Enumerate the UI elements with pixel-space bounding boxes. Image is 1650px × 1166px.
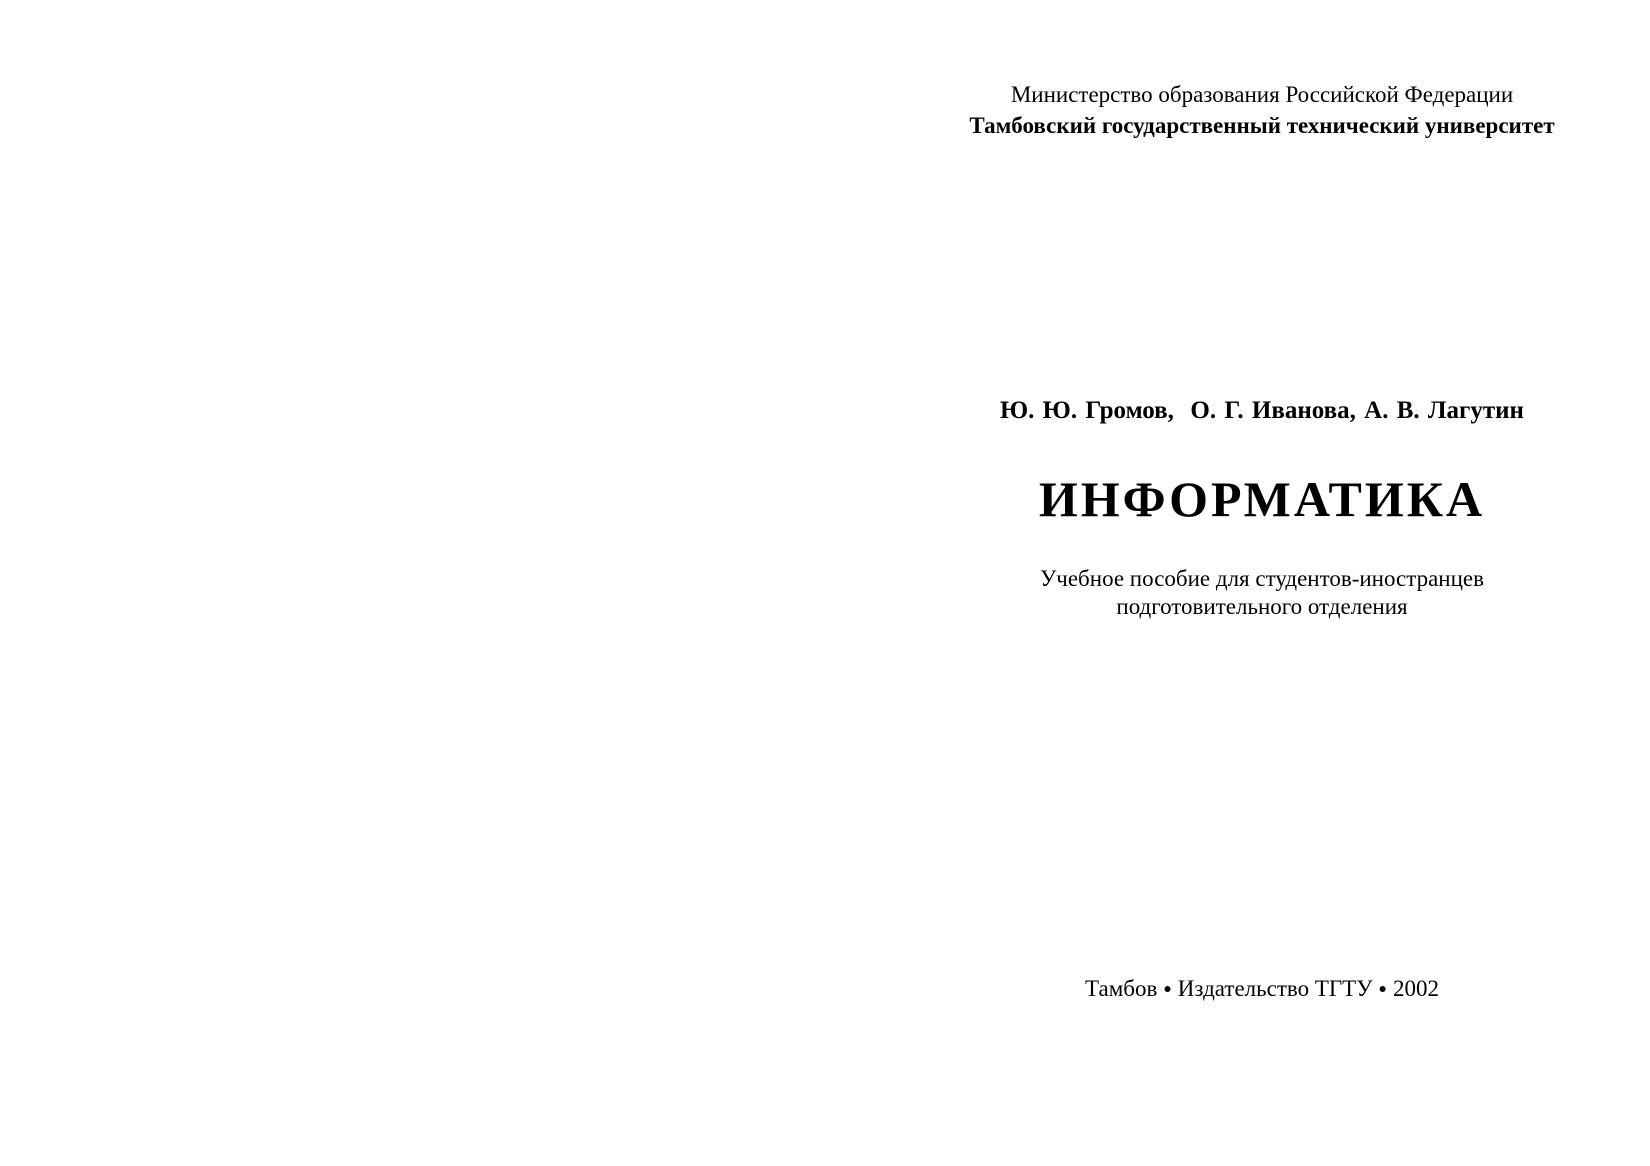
ministry-line: Министерство образования Российской Федерации	[1010, 82, 1514, 107]
imprint-year: 2002	[1392, 976, 1439, 1001]
university-line: Тамбовский государственный технический университет	[969, 113, 1555, 138]
bullet-separator-icon: ●	[1378, 982, 1387, 997]
imprint-line	[914, 976, 1610, 1002]
authors-line: Ю. Ю. Громов, О. Г. Иванова, А. В. Лагутин	[1000, 397, 1524, 424]
title-page	[875, 0, 1650, 1166]
book-title: ИНФОРМАТИКА	[1038, 471, 1486, 527]
subtitle-line-1: Учебное пособие для студентов-иностранцев	[1040, 566, 1484, 591]
bullet-separator-icon: ●	[1163, 982, 1172, 997]
subtitle-line-2: подготовительного отделения	[1116, 594, 1408, 619]
imprint-city: Тамбов	[1085, 976, 1158, 1001]
imprint-publisher: Издательство ТГТУ	[1177, 976, 1373, 1001]
